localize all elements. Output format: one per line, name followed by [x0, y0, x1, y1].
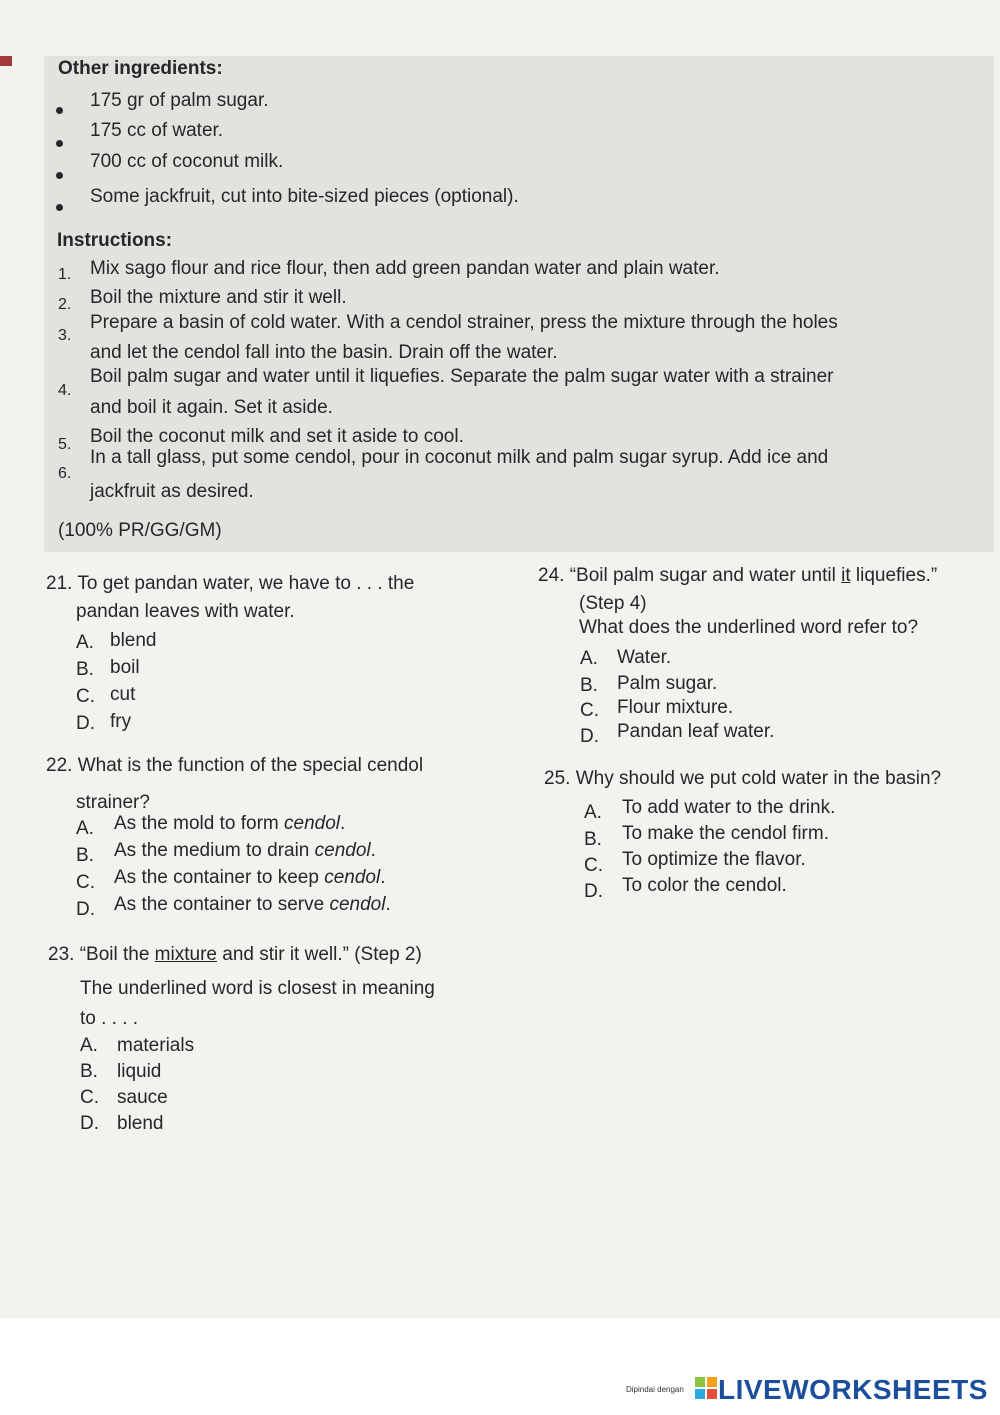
step-number: 3. — [58, 327, 72, 344]
option-text: As the medium to drain cendol. — [114, 840, 376, 861]
option-letter: A. — [580, 648, 598, 669]
option-text: Palm sugar. — [617, 673, 718, 694]
page-corner-mark — [0, 56, 12, 66]
ingredients-heading: Other ingredients: — [58, 58, 223, 79]
question-24-stem: (Step 4) — [579, 593, 647, 614]
option-letter: A. — [584, 802, 602, 823]
option-text: Water. — [617, 647, 672, 668]
bullet-icon — [56, 140, 63, 147]
step-text: Boil the mixture and stir it well. — [90, 287, 347, 308]
bullet-icon — [56, 172, 63, 179]
liveworksheets-logo-text: LIVEWORKSHEETS — [718, 1374, 988, 1405]
option-letter: C. — [584, 855, 603, 876]
option-text: sauce — [117, 1087, 168, 1108]
question-23-stem: to . . . . — [80, 1008, 139, 1029]
question-25-stem: 25. Why should we put cold water in the basin? — [544, 768, 942, 789]
ingredient-item: 175 cc of water. — [90, 120, 224, 141]
option-text: As the container to keep cendol. — [114, 867, 386, 888]
option-letter: D. — [580, 726, 599, 747]
option-letter: C. — [580, 700, 599, 721]
option-letter: D. — [76, 713, 95, 734]
question-21-stem: pandan leaves with water. — [76, 601, 295, 622]
option-letter: B. — [584, 829, 602, 850]
option-letter: A. — [80, 1035, 98, 1056]
question-23-stem: 23. “Boil the mixture and stir it well.” (Step 2) — [48, 944, 422, 965]
step-text: and boil it again. Set it aside. — [90, 397, 333, 418]
instructions-heading: Instructions: — [57, 230, 173, 251]
step-number: 4. — [58, 382, 72, 399]
scan-credit: Dipindai dengan — [626, 1385, 684, 1394]
option-letter: A. — [76, 818, 94, 839]
option-text: To color the cendol. — [622, 875, 787, 896]
step-text: jackfruit as desired. — [90, 481, 254, 502]
option-text: As the mold to form cendol. — [114, 813, 346, 834]
step-number: 5. — [58, 436, 72, 453]
option-letter: D. — [76, 899, 95, 920]
bullet-icon — [56, 204, 63, 211]
ingredient-item: 700 cc of coconut milk. — [90, 151, 284, 172]
option-text: As the container to serve cendol. — [114, 894, 391, 915]
bullet-icon — [56, 107, 63, 114]
option-letter: A. — [76, 632, 94, 653]
step-text: Mix sago flour and rice flour, then add green pandan water and plain water. — [90, 258, 720, 279]
option-letter: B. — [580, 675, 598, 696]
option-letter: C. — [80, 1087, 99, 1108]
option-letter: D. — [584, 881, 603, 902]
step-text: and let the cendol fall into the basin. Drain off the water. — [90, 342, 558, 363]
option-text: liquid — [117, 1061, 162, 1082]
option-text: To add water to the drink. — [622, 797, 836, 818]
option-text: Pandan leaf water. — [617, 721, 775, 742]
ingredient-item: Some jackfruit, cut into bite-sized pieces (optional). — [90, 186, 519, 207]
question-22-stem: 22. What is the function of the special cendol — [46, 755, 424, 776]
option-letter: B. — [76, 845, 94, 866]
option-text: cut — [110, 684, 136, 705]
liveworksheets-logo-icon — [695, 1377, 717, 1399]
option-text: Flour mixture. — [617, 697, 734, 718]
step-text: In a tall glass, put some cendol, pour in coconut milk and palm sugar syrup. Add ice and — [90, 447, 829, 468]
step-number: 6. — [58, 465, 72, 482]
question-24-stem: 24. “Boil palm sugar and water until it liquefies.” — [538, 565, 938, 586]
option-text: blend — [110, 630, 157, 651]
option-letter: B. — [80, 1061, 98, 1082]
ingredient-item: 175 gr of palm sugar. — [90, 90, 269, 111]
step-text: Prepare a basin of cold water. With a cendol strainer, press the mixture through the holes — [90, 312, 838, 333]
option-letter: D. — [80, 1113, 99, 1134]
option-letter: B. — [76, 659, 94, 680]
option-text: materials — [117, 1035, 195, 1056]
step-text: Boil palm sugar and water until it liquefies. Separate the palm sugar water with a strainer — [90, 366, 834, 387]
step-number: 2. — [58, 296, 72, 313]
option-text: boil — [110, 657, 140, 678]
question-24-stem: What does the underlined word refer to? — [579, 617, 919, 638]
option-text: To make the cendol firm. — [622, 823, 829, 844]
question-22-stem: strainer? — [76, 792, 150, 813]
source-credit: (100% PR/GG/GM) — [58, 520, 222, 541]
option-text: fry — [110, 711, 132, 732]
option-text: To optimize the flavor. — [622, 849, 806, 870]
step-text: Boil the coconut milk and set it aside to cool. — [90, 426, 464, 447]
step-number: 1. — [58, 266, 72, 283]
question-23-stem: The underlined word is closest in meaning — [80, 978, 435, 999]
option-letter: C. — [76, 872, 95, 893]
option-text: blend — [117, 1113, 164, 1134]
question-21-stem: 21. To get pandan water, we have to . . . the — [46, 573, 415, 594]
option-letter: C. — [76, 686, 95, 707]
